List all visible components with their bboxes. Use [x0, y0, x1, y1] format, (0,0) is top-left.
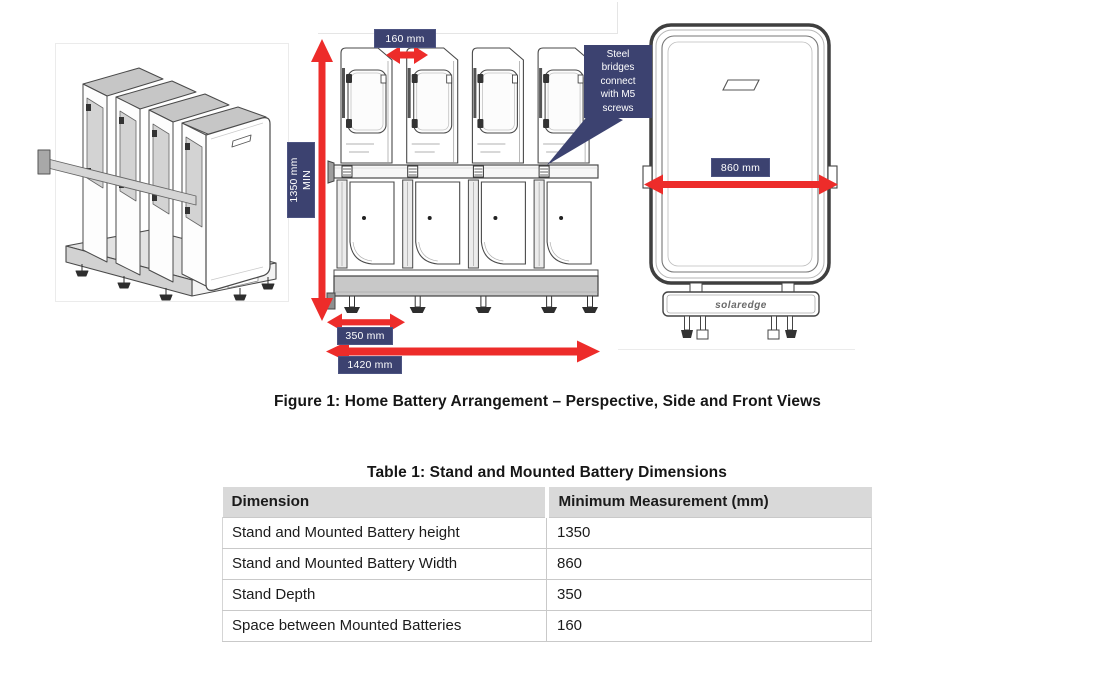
table-title: Table 1: Stand and Mounted Battery Dimensions	[367, 464, 727, 481]
dimension-cell: Stand and Mounted Battery height	[223, 517, 547, 548]
figure-caption: Figure 1: Home Battery Arrangement – Perspective, Side and Front Views	[273, 393, 822, 410]
callout-line: with M5	[600, 89, 636, 101]
callout-line: connect	[600, 75, 636, 87]
column-header-measurement: Minimum Measurement (mm)	[547, 487, 872, 517]
dim-label-overall-width: 1420 mm	[338, 356, 402, 374]
image-frame-top	[318, 2, 618, 34]
table-row	[223, 548, 872, 579]
table-row	[223, 517, 872, 548]
dimension-cell: Space between Mounted Batteries	[223, 610, 547, 641]
callout-line: screws	[602, 102, 634, 114]
steel-bridges-callout	[584, 45, 652, 118]
front-view-slot	[723, 80, 759, 90]
callout-line: bridges	[601, 62, 635, 74]
value-cell: 1350	[547, 517, 872, 548]
dimension-cell: Stand and Mounted Battery Width	[223, 548, 547, 579]
dim-label-height-min: MIN	[301, 170, 313, 190]
dim-label-battery-width: 860 mm	[711, 158, 770, 177]
value-cell: 160	[547, 610, 872, 641]
wall-bracket	[38, 150, 50, 174]
dim-label-spacing: 160 mm	[374, 29, 436, 48]
dimensions-table	[222, 487, 872, 642]
value-cell: 350	[547, 579, 872, 610]
callout-line: Steel	[606, 48, 630, 60]
side-view-drawing	[327, 48, 598, 313]
perspective-view-drawing	[38, 68, 276, 300]
table-row	[223, 579, 872, 610]
dim-label-height-value: 1350 mm	[288, 157, 300, 203]
table-header-row	[223, 487, 872, 517]
dim-label-height	[287, 142, 315, 218]
column-header-dimension: Dimension	[223, 487, 547, 517]
value-cell: 860	[547, 548, 872, 579]
dim-label-depth: 350 mm	[337, 327, 393, 345]
solaredge-logo: solaredge	[715, 300, 767, 311]
dimensions-table-container	[222, 487, 872, 642]
table-row	[223, 610, 872, 641]
dimension-cell: Stand Depth	[223, 579, 547, 610]
